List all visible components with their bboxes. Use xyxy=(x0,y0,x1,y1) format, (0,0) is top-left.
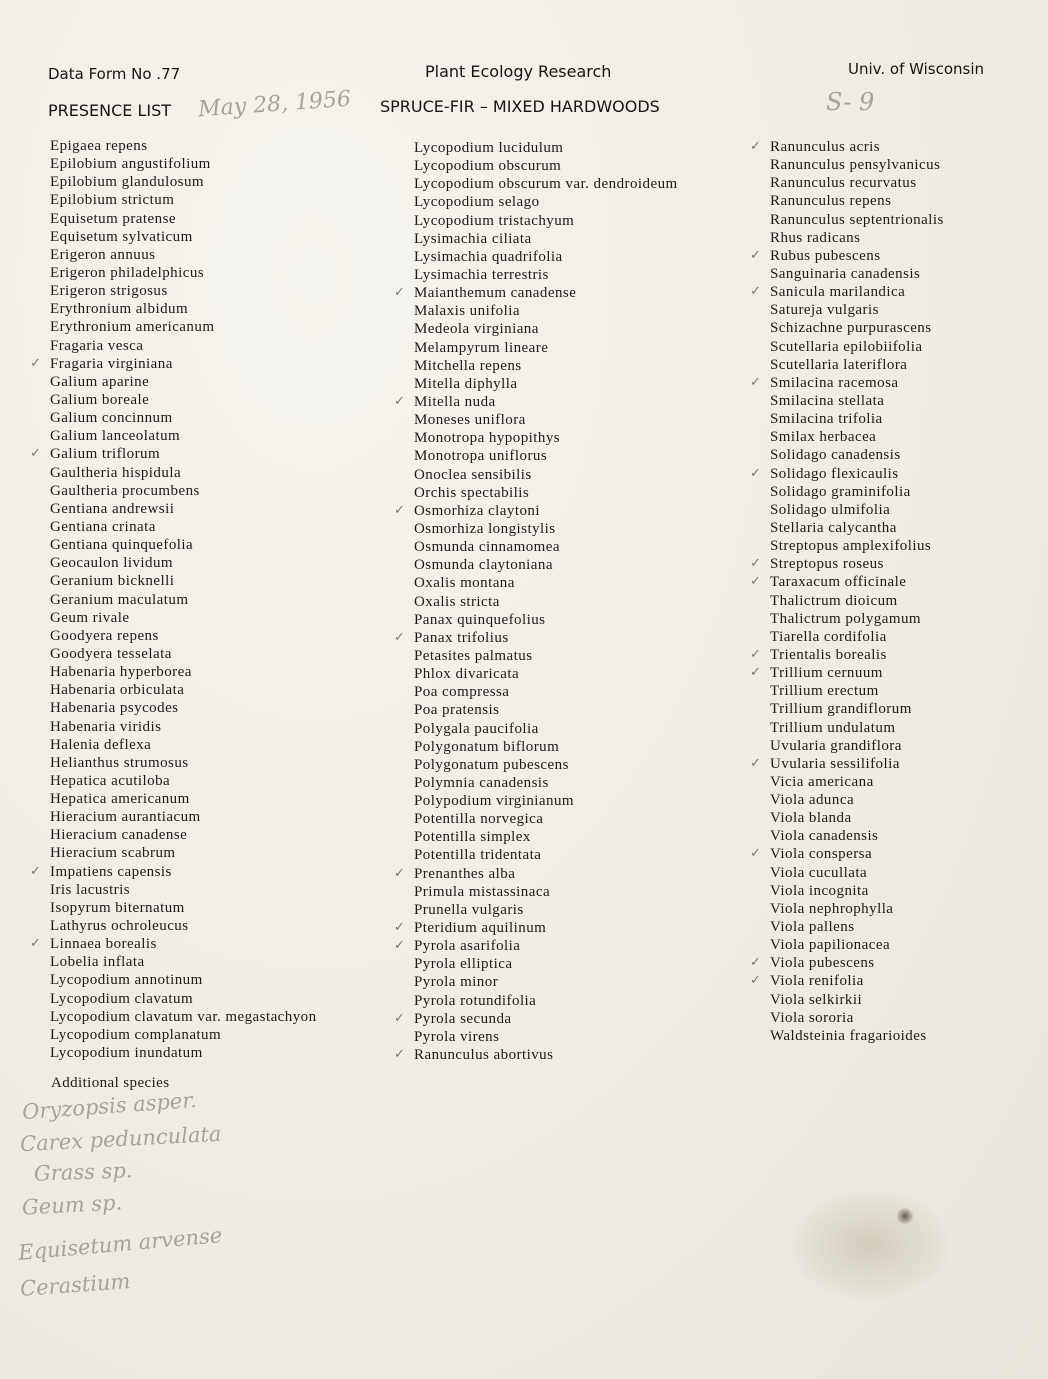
species-item: Gaultheria hispidula xyxy=(50,464,182,481)
species-item: Waldsteinia fragarioides xyxy=(770,1027,927,1044)
species-item: Trillium undulatum xyxy=(770,719,896,736)
species-item: Polypodium virginianum xyxy=(414,793,575,810)
species-item: Ranunculus repens xyxy=(770,193,892,210)
species-item: Smilacina trifolia xyxy=(770,411,883,428)
species-item: Viola blanda xyxy=(770,810,852,827)
species-item: Schizachne purpurascens xyxy=(770,320,932,337)
species-item: Tiarella cordifolia xyxy=(770,628,887,645)
species-item: Stellaria calycantha xyxy=(770,519,897,536)
species-item: Lycopodium annotinum xyxy=(50,972,203,989)
species-item: Viola selkirkii xyxy=(770,991,863,1008)
species-item: Osmorhiza longistylis xyxy=(414,520,556,537)
additional-species-label: Additional species xyxy=(51,1075,170,1091)
species-item: Pyrola virens xyxy=(414,1028,500,1045)
species-item: Geocaulon lividum xyxy=(50,555,174,572)
handwritten-species: Geum sp. xyxy=(21,1190,123,1220)
community-title: SPRUCE-FIR – MIXED HARDWOODS xyxy=(380,97,660,116)
species-item: Viola cucullata xyxy=(770,864,868,881)
species-item: Petasites palmatus xyxy=(414,647,533,664)
species-item: Poa pratensis xyxy=(414,702,500,719)
species-item: ✓ Ranunculus acris xyxy=(770,138,944,156)
handwritten-species: Equisetum arvense xyxy=(17,1223,224,1265)
species-item: Geranium maculatum xyxy=(50,591,189,608)
species-item: Erythronium albidum xyxy=(50,301,189,318)
species-item: Lycopodium clavatum var. megastachyon xyxy=(50,1008,317,1025)
species-item: Isopyrum biternatum xyxy=(50,899,185,916)
species-item: Goodyera tesselata xyxy=(50,645,172,662)
form-number: Data Form No .77 xyxy=(48,65,181,83)
species-item: Phlox divaricata xyxy=(414,666,520,683)
species-item: Epilobium glandulosum xyxy=(50,174,205,191)
species-item: Erigeron annuus xyxy=(50,246,156,263)
species-item: Rhus radicans xyxy=(770,229,861,246)
species-item: Potentilla norvegica xyxy=(414,811,544,828)
species-item: Hieracium scabrum xyxy=(50,845,176,862)
species-item: ✓ Viola renifolia xyxy=(770,972,944,990)
species-item: Hepatica acutiloba xyxy=(50,772,171,789)
species-item: Lysimachia quadrifolia xyxy=(414,248,563,265)
species-item: ✓ Trientalis borealis xyxy=(770,646,944,664)
species-item: ✓ Streptopus roseus xyxy=(770,555,944,573)
species-item: Gentiana quinquefolia xyxy=(50,537,194,554)
species-item: Equisetum pratense xyxy=(50,210,176,227)
species-item: Galium aparine xyxy=(50,373,150,390)
species-item: Iris lacustris xyxy=(50,881,131,898)
species-item: Lycopodium obscurum xyxy=(414,158,562,175)
species-item: Pyrola elliptica xyxy=(414,956,513,973)
species-item: Geum rivale xyxy=(50,609,130,626)
species-item: Osmunda claytoniana xyxy=(414,557,553,574)
species-item: Hieracium aurantiacum xyxy=(50,809,201,826)
species-item: Sanguinaria canadensis xyxy=(770,265,921,282)
species-item: Geranium bicknelli xyxy=(50,573,175,590)
species-item: Prunella vulgaris xyxy=(414,901,524,918)
species-item: Lycopodium obscurum var. dendroideum xyxy=(414,176,678,193)
species-item: Thalictrum polygamum xyxy=(770,610,922,627)
organization-title: Plant Ecology Research xyxy=(425,62,612,81)
species-item: Lycopodium selago xyxy=(414,194,540,211)
species-item: Smilacina stellata xyxy=(770,392,885,409)
species-item: Viola nephrophylla xyxy=(770,900,894,917)
species-item: Gaultheria procumbens xyxy=(50,482,200,499)
species-item: Trillium grandiflorum xyxy=(770,701,912,718)
species-item: Erigeron strigosus xyxy=(50,283,168,300)
species-item: Solidago canadensis xyxy=(770,447,901,464)
species-item: Epilobium strictum xyxy=(50,192,175,209)
species-item: ✓ Rubus pubescens xyxy=(770,247,944,265)
species-item: Vicia americana xyxy=(770,773,874,790)
species-item: ✓ Pyrola secunda xyxy=(414,1010,678,1028)
species-item: Polygonatum biflorum xyxy=(414,738,560,755)
handwritten-species: Grass sp. xyxy=(33,1158,133,1186)
species-item: Ranunculus pensylvanicus xyxy=(770,157,941,174)
species-item: ✓ Trillium cernuum xyxy=(770,664,944,682)
species-item: ✓ Viola conspersa xyxy=(770,845,944,863)
species-item: Streptopus amplexifolius xyxy=(770,538,932,555)
species-item: ✓ Osmorhiza claytoni xyxy=(414,502,678,520)
species-item: Monotropa uniflorus xyxy=(414,448,548,465)
species-item: Polygala paucifolia xyxy=(414,720,539,737)
species-item: Epilobium angustifolium xyxy=(50,156,211,173)
species-item: Melampyrum lineare xyxy=(414,339,549,356)
species-item: Epigaea repens xyxy=(50,138,148,154)
species-item: Pyrola minor xyxy=(414,974,499,991)
species-item: Habenaria psycodes xyxy=(50,700,179,717)
species-item: Viola sororia xyxy=(770,1009,854,1026)
species-item: ✓ Linnaea borealis xyxy=(50,935,317,953)
species-item: ✓ Pteridium aquilinum xyxy=(414,919,678,937)
species-item: Medeola virginiana xyxy=(414,321,539,338)
species-item: Lysimachia terrestris xyxy=(414,266,549,283)
species-item: Lycopodium clavatum xyxy=(50,990,194,1007)
species-item: Habenaria viridis xyxy=(50,718,162,735)
species-item: Solidago ulmifolia xyxy=(770,501,891,518)
species-item: Monotropa hypopithys xyxy=(414,430,561,447)
university-name: Univ. of Wisconsin xyxy=(848,60,985,78)
list-type: PRESENCE LIST xyxy=(48,101,172,120)
species-item: ✓ Uvularia sessilifolia xyxy=(770,755,944,773)
species-item: Polymnia canadensis xyxy=(414,774,549,791)
species-item: Viola adunca xyxy=(770,792,855,809)
species-item: Viola canadensis xyxy=(770,828,879,845)
species-item: Habenaria orbiculata xyxy=(50,682,185,699)
species-item: Viola papilionacea xyxy=(770,937,891,954)
species-item: Onoclea sensibilis xyxy=(414,466,532,483)
species-item: ✓ Mitella nuda xyxy=(414,393,678,411)
species-item: ✓ Sanicula marilandica xyxy=(770,283,944,301)
species-item: Lathyrus ochroleucus xyxy=(50,918,189,935)
species-item: Viola pallens xyxy=(770,919,855,936)
species-item: Oxalis stricta xyxy=(414,593,500,610)
species-item: Trillium erectum xyxy=(770,683,879,700)
species-item: Malaxis unifolia xyxy=(414,303,520,320)
species-item: Galium concinnum xyxy=(50,410,173,427)
species-item: Gentiana crinata xyxy=(50,518,156,535)
handwritten-date: May 28, 1956 xyxy=(197,86,352,123)
species-item: Poa compressa xyxy=(414,684,510,701)
species-item: Osmunda cinnamomea xyxy=(414,539,560,556)
species-item: Lycopodium complanatum xyxy=(50,1026,222,1043)
paper-stain-dark-spot xyxy=(896,1208,914,1224)
species-item: ✓ Fragaria virginiana xyxy=(50,355,317,373)
species-item: Goodyera repens xyxy=(50,627,159,644)
species-column-3 xyxy=(770,138,944,1045)
species-column-1 xyxy=(50,137,317,1062)
species-item: Panax quinquefolius xyxy=(414,611,546,628)
species-item: Fragaria vesca xyxy=(50,337,144,354)
species-item: Uvularia grandiflora xyxy=(770,737,902,754)
species-item: Habenaria hyperborea xyxy=(50,664,192,681)
species-item: Moneses uniflora xyxy=(414,412,526,429)
species-item: Gentiana andrewsii xyxy=(50,500,175,517)
handwritten-species: Cerastium xyxy=(19,1269,132,1301)
species-column-2 xyxy=(414,139,678,1064)
species-item: ✓ Maianthemum canadense xyxy=(414,284,678,302)
handwritten-site-code: S- 9 xyxy=(826,88,875,116)
species-item: ✓ Impatiens capensis xyxy=(50,863,317,881)
species-item: ✓ Taraxacum officinale xyxy=(770,573,944,591)
species-item: ✓ Smilacina racemosa xyxy=(770,374,944,392)
species-item: Viola incognita xyxy=(770,882,869,899)
species-item: Scutellaria lateriflora xyxy=(770,356,908,373)
paper-stain xyxy=(790,1190,950,1300)
species-item: Solidago graminifolia xyxy=(770,483,911,500)
species-item: ✓ Ranunculus abortivus xyxy=(414,1046,678,1064)
species-item: Potentilla tridentata xyxy=(414,847,542,864)
species-item: ✓ Viola pubescens xyxy=(770,954,944,972)
species-item: Scutellaria epilobiifolia xyxy=(770,338,923,355)
species-item: Primula mistassinaca xyxy=(414,883,551,900)
species-item: Lycopodium inundatum xyxy=(50,1045,203,1062)
species-item: Erigeron philadelphicus xyxy=(50,264,205,281)
species-item: Hepatica americanum xyxy=(50,791,190,808)
species-item: Polygonatum pubescens xyxy=(414,756,569,773)
species-item: Lobelia inflata xyxy=(50,954,145,971)
species-item: Lysimachia ciliata xyxy=(414,230,532,247)
species-item: Halenia deflexa xyxy=(50,736,152,753)
species-item: Smilax herbacea xyxy=(770,429,877,446)
species-item: Orchis spectabilis xyxy=(414,484,530,501)
species-item: Satureja vulgaris xyxy=(770,302,879,319)
species-item: Galium lanceolatum xyxy=(50,428,181,445)
species-item: ✓ Panax trifolius xyxy=(414,629,678,647)
species-item: Hieracium canadense xyxy=(50,827,188,844)
species-item: Pyrola rotundifolia xyxy=(414,992,537,1009)
species-item: Ranunculus septentrionalis xyxy=(770,211,944,228)
species-item: ✓ Prenanthes alba xyxy=(414,865,678,883)
species-item: ✓ Pyrola asarifolia xyxy=(414,937,678,955)
species-item: Lycopodium lucidulum xyxy=(414,140,564,156)
species-item: ✓ Solidago flexicaulis xyxy=(770,465,944,483)
species-item: Helianthus strumosus xyxy=(50,754,189,771)
species-item: ✓ Galium triflorum xyxy=(50,445,317,463)
handwritten-species: Carex pedunculata xyxy=(19,1121,222,1157)
species-item: Oxalis montana xyxy=(414,575,515,592)
species-item: Ranunculus recurvatus xyxy=(770,175,917,192)
handwritten-species: Oryzopsis asper. xyxy=(21,1087,198,1125)
species-item: Galium boreale xyxy=(50,391,150,408)
species-item: Mitchella repens xyxy=(414,357,522,374)
species-item: Equisetum sylvaticum xyxy=(50,228,193,245)
species-item: Thalictrum dioicum xyxy=(770,592,898,609)
species-item: Mitella diphylla xyxy=(414,375,518,392)
species-item: Lycopodium tristachyum xyxy=(414,212,575,229)
species-item: Potentilla simplex xyxy=(414,829,531,846)
species-item: Erythronium americanum xyxy=(50,319,215,336)
